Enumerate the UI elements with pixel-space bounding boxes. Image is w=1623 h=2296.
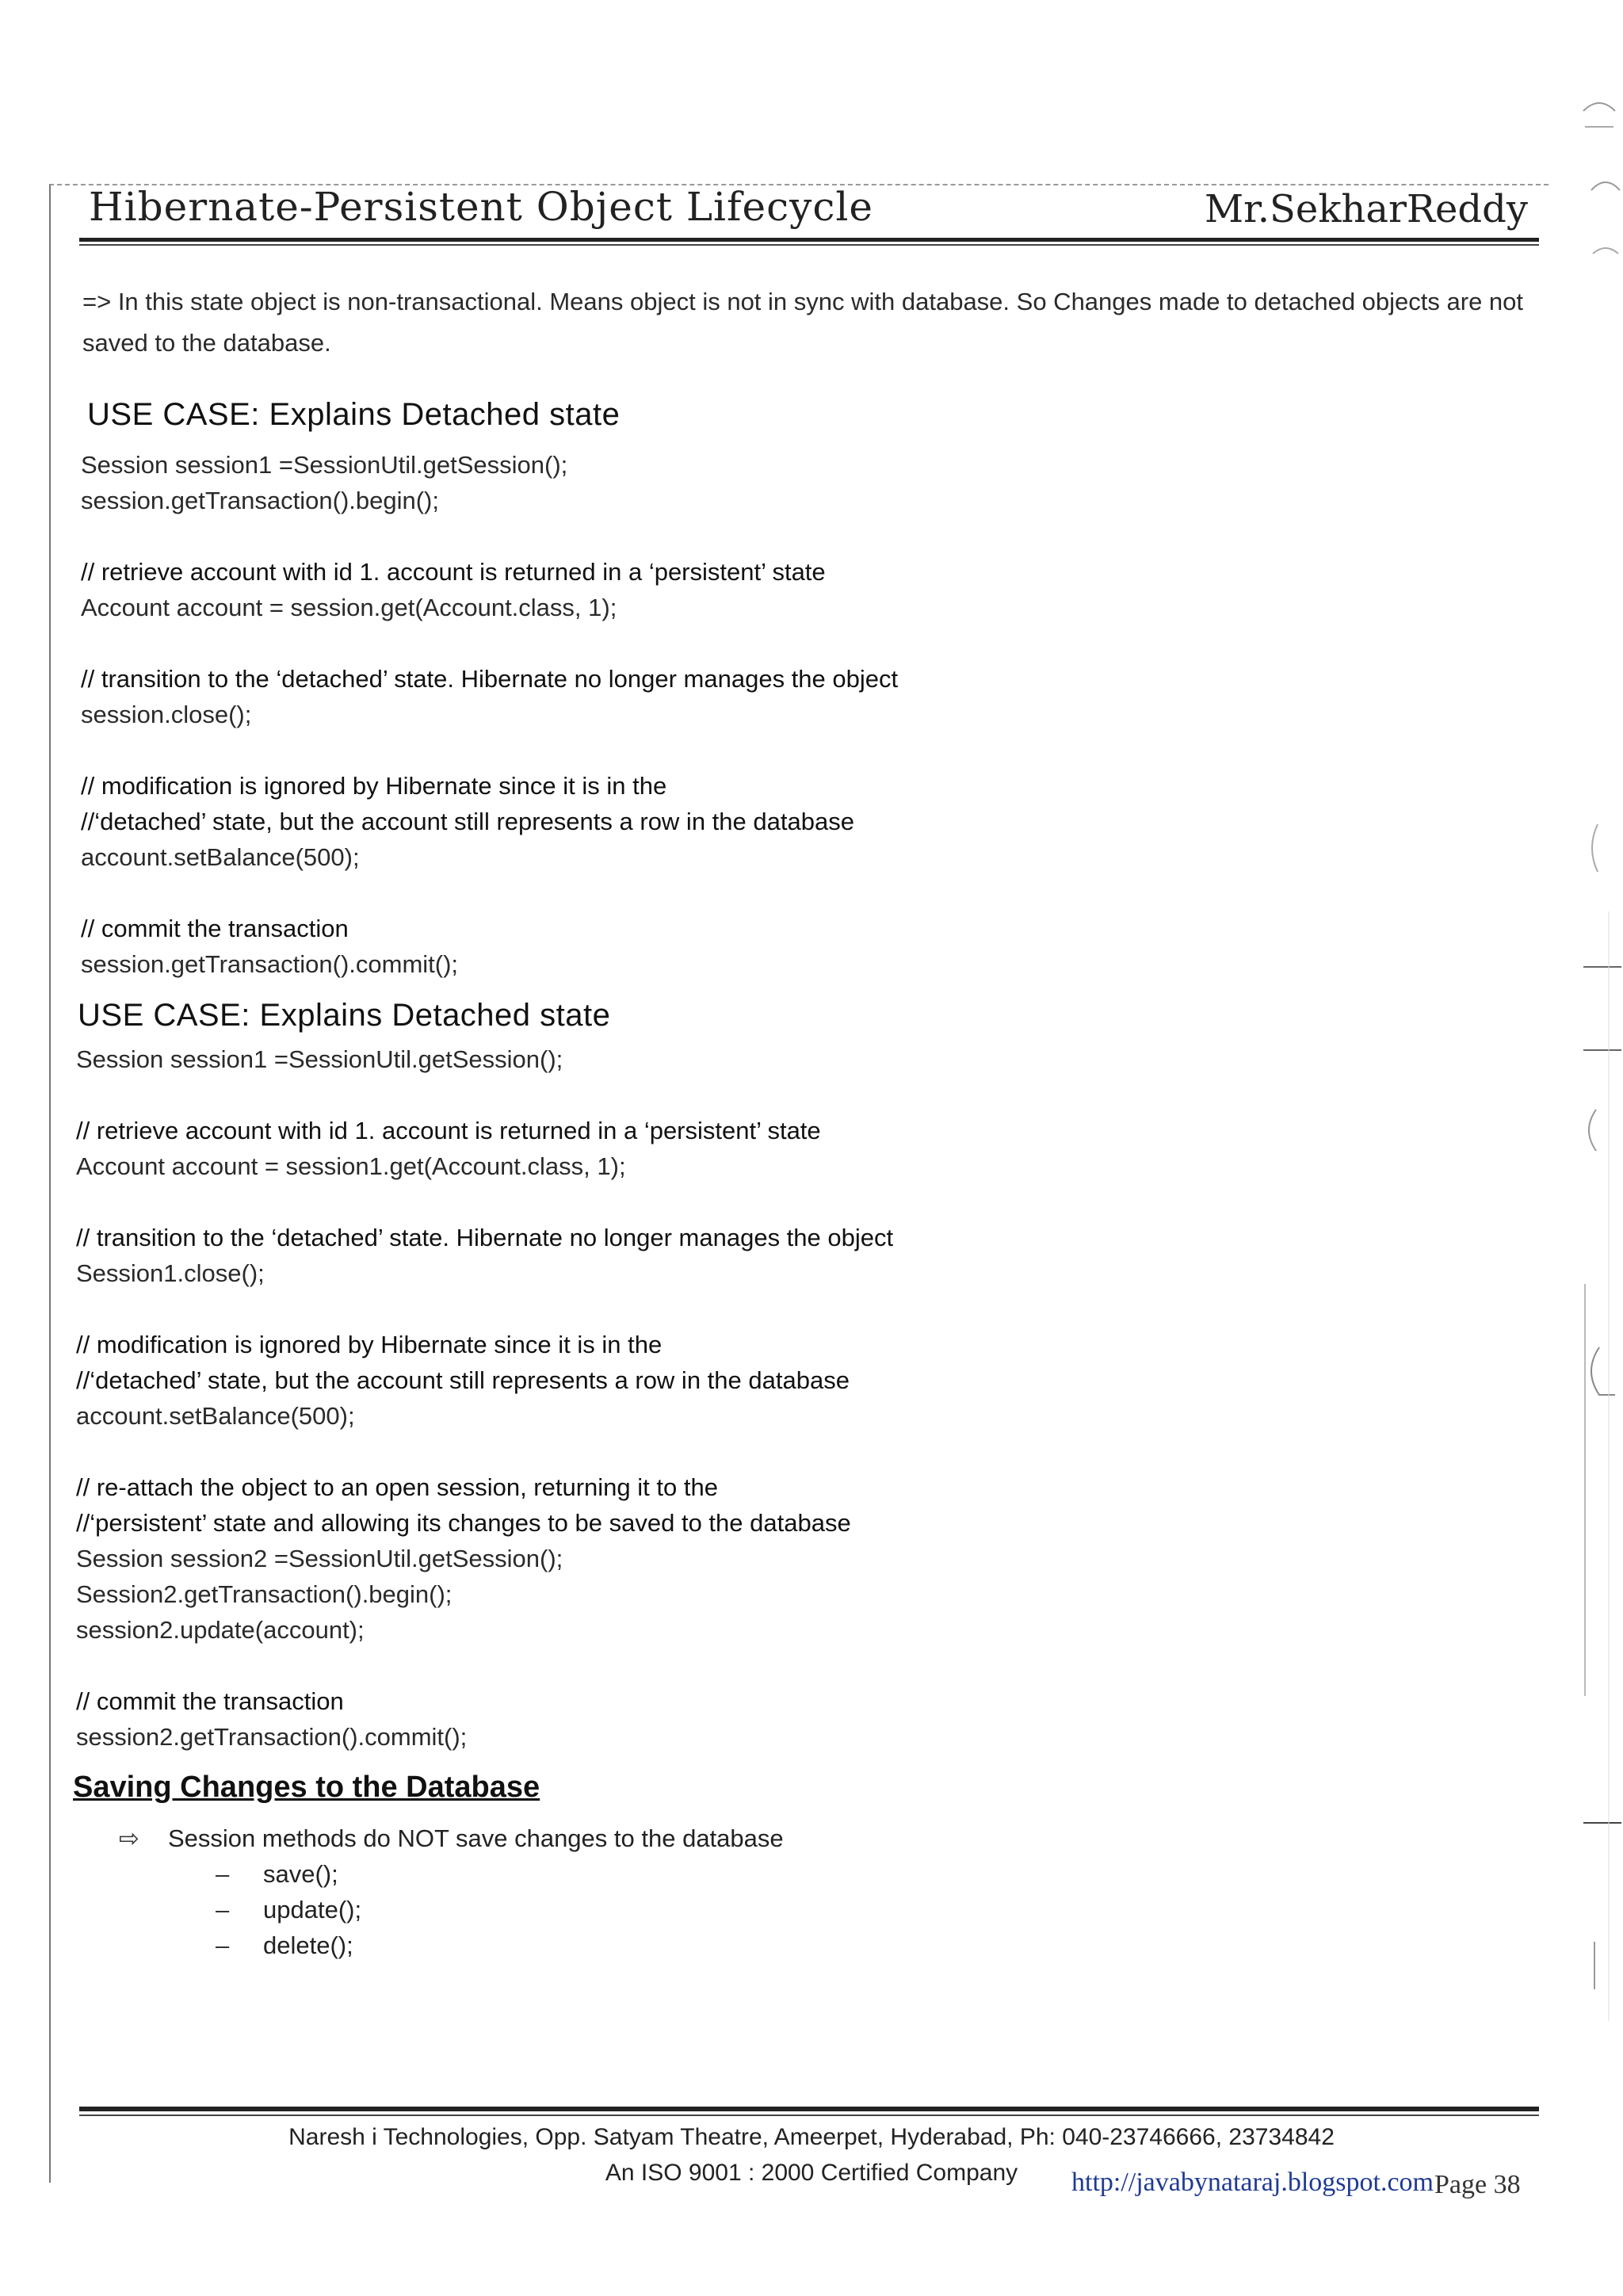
saving-method-item [73,1892,1547,1927]
code-line: account.setBalance(500); [81,843,360,871]
code-line: session.getTransaction().begin(); [81,487,439,514]
page-number: Page 38 [1434,2170,1521,2199]
use-case-1-code [81,447,1547,982]
saving-bullet [119,1820,1547,1856]
code-line: // retrieve account with id 1. account is returned in a ‘persistent’ state [81,558,826,586]
margin-scan-marks [1536,0,1623,2296]
saving-method-name: update(); [263,1896,362,1924]
page-content [73,281,1547,1963]
use-case-1-heading: USE CASE: Explains Detached state [87,397,621,432]
code-line: //‘detached’ state, but the account still represents a row in the database [81,808,854,835]
saving-method-name: save(); [263,1860,338,1888]
code-gap [81,518,1547,554]
saving-method-item [73,1856,1547,1892]
code-line: // modification is ignored by Hibernate since it is in the [81,772,667,800]
code-gap [81,625,1547,661]
code-line: Session session2 =SessionUtil.getSession(); [76,1545,563,1572]
use-case-2-heading: USE CASE: Explains Detached state [78,998,611,1033]
saving-method-item [73,1927,1547,1963]
saving-method-list [73,1856,1547,1963]
code-gap [81,732,1547,768]
code-line: Account account = session.get(Account.class, 1); [81,594,617,621]
code-line: session.close(); [81,701,252,728]
code-gap [81,875,1547,911]
footer-address: Naresh i Technologies, Opp. Satyam Theatre, Ameerpet, Hyderabad, Ph: 040-23746666, 23734842 [288,2124,1335,2150]
code-line: session.getTransaction().commit(); [81,950,459,978]
code-gap [76,1184,1547,1220]
code-line: Session1.close(); [76,1259,265,1287]
code-gap [76,1291,1547,1327]
header-rule [79,238,1539,242]
footer-iso: An ISO 9001 : 2000 Certified Company [605,2160,1018,2186]
footer-rule-thin [79,2115,1539,2116]
dash-bullet: – [216,1931,230,1959]
code-line: // modification is ignored by Hibernate since it is in the [76,1331,663,1358]
saving-method-name: delete(); [263,1931,353,1959]
header-rule-thin [79,244,1539,246]
code-line: Session2.getTransaction().begin(); [76,1580,453,1608]
code-line: // re-attach the object to an open session, returning it to the [76,1473,718,1501]
code-line: Account account = session1.get(Account.class, 1); [76,1152,626,1180]
code-line: // transition to the ‘detached’ state. Hibernate no longer manages the object [76,1224,894,1251]
code-line: //‘persistent’ state and allowing its changes to be saved to the database [76,1509,851,1537]
dash-bullet: – [216,1860,230,1888]
use-case-2-code [76,1041,1547,1755]
code-line: // transition to the ‘detached’ state. Hibernate no longer manages the object [81,665,899,693]
code-line: session2.getTransaction().commit(); [76,1723,468,1751]
code-line: // commit the transaction [81,915,349,942]
code-line: //‘detached’ state, but the account still represents a row in the database [76,1366,850,1394]
saving-bullet-text: Session methods do NOT save changes to the database [168,1824,784,1852]
saving-changes-heading: Saving Changes to the Database [73,1771,540,1804]
author-name: Mr.SekharReddy [1204,187,1528,231]
code-line: account.setBalance(500); [76,1402,355,1430]
code-line: Session session1 =SessionUtil.getSession(); [81,451,568,479]
footer-rule [79,2107,1539,2111]
page-title: Hibernate-Persistent Object Lifecycle [89,184,873,230]
code-line: Session session1 =SessionUtil.getSession(); [76,1045,563,1073]
intro-paragraph: => In this state object is non-transactional. Means object is not in sync with database. So Changes made to detached objects are not saved to the database. [82,288,1524,357]
code-gap [76,1434,1547,1469]
dash-bullet: – [216,1896,230,1924]
blog-url[interactable]: http://javabynataraj.blogspot.com [1071,2168,1434,2197]
code-gap [76,1077,1547,1113]
arrow-icon: ⇨ [119,1824,139,1852]
code-gap [76,1648,1547,1683]
code-line: session2.update(account); [76,1616,365,1644]
code-line: // retrieve account with id 1. account is returned in a ‘persistent’ state [76,1117,821,1144]
code-line: // commit the transaction [76,1687,344,1715]
